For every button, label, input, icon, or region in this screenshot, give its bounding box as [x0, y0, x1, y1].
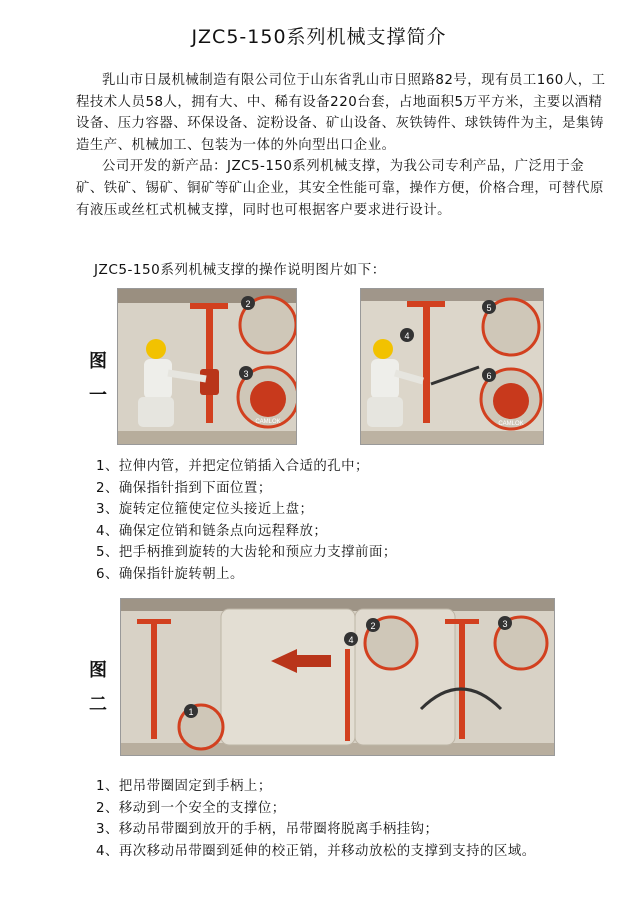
figure-2-label-line2: 二	[89, 694, 107, 715]
figure-1-step: 5、把手柄推到旋转的大齿轮和预应力支撑前面；	[96, 545, 397, 561]
figure-1-label	[86, 345, 110, 413]
intro-paragraph-2: 公司开发的新产品：JZC5-150系列机械支撑，为我公司专利产品，广泛用于金矿、铁矿、锡矿、铜矿等矿山企业，其安全性能可靠，操作方便，价格合理，可替代原有液压或丝杠式机械支撑，同时也可根据客户要求进行设计。	[76, 159, 604, 218]
figure-1-step: 2、确保指针指到下面位置；	[96, 480, 272, 496]
figure-2-step: 4、再次移动吊带圈到延伸的校正销，并移动放松的支撑到支持的区域。	[96, 843, 536, 859]
figure-1-photo-right	[360, 288, 544, 445]
figure-2-label	[86, 654, 110, 722]
svg-text:CAMLOK: CAMLOK	[498, 421, 524, 427]
svg-text:1: 1	[188, 707, 194, 717]
figure-2-step: 1、把吊带圈固定到手柄上；	[96, 779, 272, 794]
figure-2-step: 3、移动吊带圈到放开的手柄，吊带圈将脱离手柄挂钩；	[96, 822, 439, 838]
figures-caption: JZC5-150系列机械支撑的操作说明图片如下：	[94, 262, 386, 278]
figure-1-photo-left	[117, 288, 297, 445]
document-title: JZC5-150系列机械支撑简介	[191, 26, 447, 48]
intro-paragraph-1: 乳山市日晟机械制造有限公司位于山东省乳山市日照路82号，现有员工160人，工程技术人员58人，拥有大、中、稀有设备220台套，占地面积5万平方米，主要以酒精设备、压力容器、环保设备、淀粉设备、矿山设备、灰铁铸件、球铁铸件为主，是集铸造生产、机械加工、包装为一体的外向型出口企业。	[76, 73, 606, 153]
svg-text:6: 6	[486, 371, 492, 381]
figure-1-step: 1、拉伸内管，并把定位销插入合适的孔中；	[96, 459, 369, 474]
figure-2-illustration	[121, 599, 554, 755]
svg-text:3: 3	[502, 619, 508, 629]
svg-text:2: 2	[245, 299, 251, 309]
svg-text:3: 3	[243, 369, 249, 379]
svg-text:CAMLOK: CAMLOK	[255, 419, 281, 425]
figure-1-steps	[96, 456, 397, 586]
intro-text	[76, 70, 608, 221]
figure-1-left-illustration	[118, 289, 296, 444]
figure-1-label-line2: 一	[89, 385, 107, 406]
figure-1-right-illustration	[361, 289, 543, 444]
figure-1-step: 3、旋转定位箍使定位头接近上盘；	[96, 502, 314, 518]
figure-2-step: 2、移动到一个安全的支撑位；	[96, 800, 286, 816]
svg-text:5: 5	[486, 303, 492, 313]
figure-2-photo	[120, 598, 555, 756]
svg-text:4: 4	[348, 635, 354, 645]
svg-text:2: 2	[370, 621, 376, 631]
figure-1-step: 6、确保指针旋转朝上。	[96, 566, 244, 582]
figure-1-step: 4、确保定位销和链条点向远程释放；	[96, 523, 328, 539]
figure-2-label-line1: 图	[89, 660, 107, 681]
figure-2-steps	[96, 776, 536, 862]
svg-text:4: 4	[404, 331, 410, 341]
figure-1-label-line1: 图	[89, 351, 107, 372]
